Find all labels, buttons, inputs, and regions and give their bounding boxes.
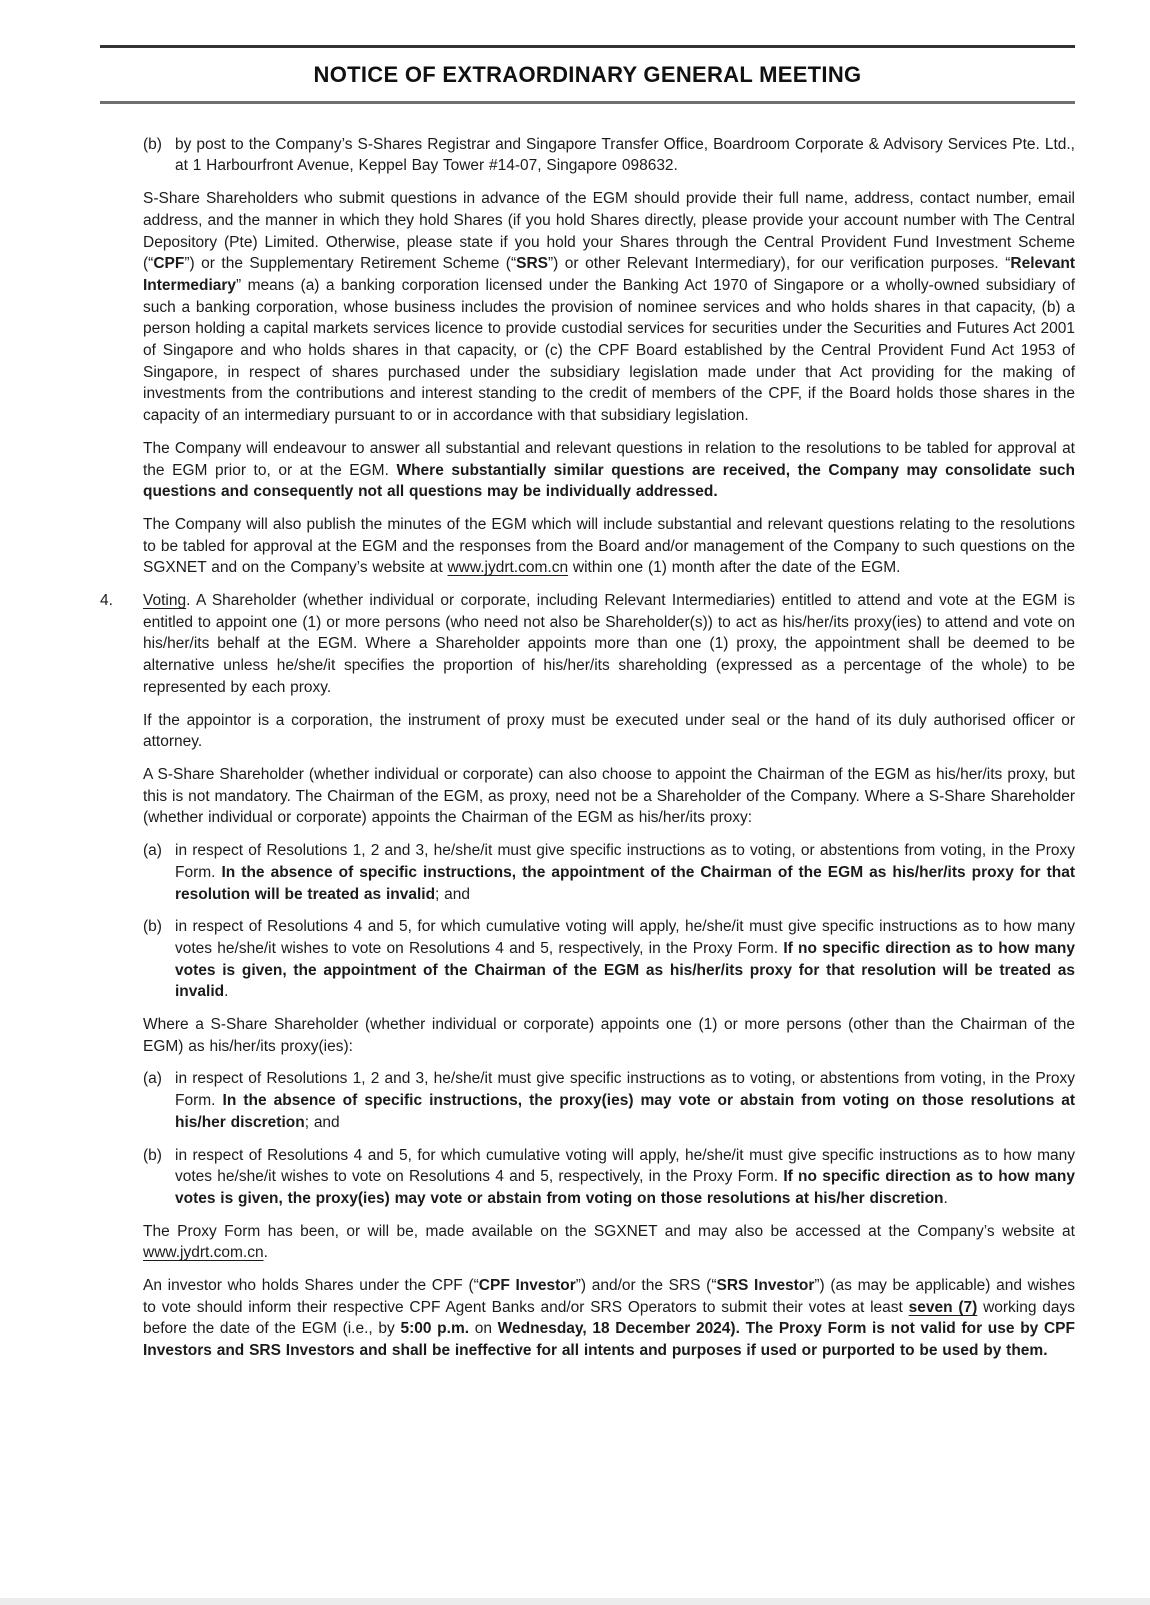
website-link[interactable]: www.jydrt.com.cn — [143, 1244, 264, 1262]
text-segment: in respect of Resolutions 4 and 5, for which cumulative voting will apply, he/she/it must give specific instructions as to how many votes he/she/it wishes to vote on Resolutions 4 and 5, respectively, in the Proxy Form. — [175, 1146, 1075, 1186]
text-segment: ”) or the Supplementary Retirement Scheme (“ — [184, 255, 517, 273]
lettered-item — [143, 1068, 1075, 1133]
paragraph-text — [143, 514, 1075, 579]
text-segment: within one (1) month after the date of the EGM. — [568, 559, 901, 577]
paragraph-text — [143, 764, 1075, 829]
header-rule-bottom — [100, 101, 1075, 104]
paragraph — [143, 764, 1075, 829]
lettered-item — [143, 1145, 1075, 1210]
text-segment: S-Share Shareholders who submit questions in advance of the EGM should provide their full name, address, contact number, email address, and the manner in which they hold Shares (if you hold Shares directly, please provide your account number with The Central Depository (Pte) Limited. Otherwise, please state if you hold your Shares through the Central Provident Fund Investment Scheme (“ — [143, 190, 1075, 273]
paragraph — [143, 514, 1075, 579]
text-segment: in respect of Resolutions 1, 2 and 3, he/she/it must give specific instructions as to voting, or abstentions from voting, in the Proxy Form. — [175, 1070, 1075, 1110]
paragraph — [143, 1014, 1075, 1057]
text-segment: . — [943, 1189, 948, 1207]
scan-edge-strip — [0, 1598, 1150, 1605]
text-segment: ”) (as may be applicable) and wishes to vote should inform their respective CPF Agent Banks and/or SRS Operators to submit their votes at least — [143, 1277, 1076, 1316]
paragraph — [143, 1221, 1075, 1264]
paragraph-text — [143, 1221, 1075, 1264]
text-segment: The Company will also publish the minutes of the EGM which will include substantial and relevant questions relating to the resolutions to be tabled for approval at the EGM and the responses from the Board and/or management of the Company to such questions on the SGXNET and on the Company’s website at — [143, 515, 1075, 577]
text-segment: SRS — [516, 255, 548, 273]
list-marker: (a) — [143, 842, 162, 860]
text-segment: An investor who holds Shares under the CPF (“ — [143, 1277, 479, 1295]
text-segment: A S-Share Shareholder (whether individual or corporate) can also choose to appoint the Chairman of the EGM as his/her/its proxy, but this is not mandatory. The Chairman of the EGM, as proxy, need not be a Shareholder of the Company. Where a S-Share Shareholder (whether individual or corporate) appoints the Chairman of the EGM as his/her/its proxy: — [143, 765, 1075, 827]
text-segment: . — [224, 983, 229, 1001]
lettered-item — [143, 134, 1075, 177]
lettered-item — [143, 916, 1075, 1003]
paragraph-text — [175, 916, 1075, 1003]
text-segment: 5:00 p.m. — [400, 1320, 470, 1338]
list-marker: (b) — [143, 1146, 162, 1164]
list-marker: (a) — [143, 1070, 162, 1088]
paragraph-text — [143, 1014, 1075, 1057]
paragraph-text — [143, 590, 1075, 699]
text-segment: ”) and/or the SRS (“ — [575, 1277, 717, 1295]
text-segment: Voting — [143, 592, 187, 610]
list-marker: 4. — [100, 592, 113, 610]
text-segment: by post to the Company’s S-Shares Registrar and Singapore Transfer Office, Boardroom Corporate & Advisory Services Pte. Ltd., at 1 Harbourfront Avenue, Keppel Bay Tower #14-07, Singapore 098632. — [175, 135, 1075, 175]
paragraph-text — [175, 1068, 1075, 1133]
paragraph-text — [143, 188, 1075, 427]
text-segment: ”) or other Relevant Intermediary), for our verification purposes. “ — [548, 255, 1011, 273]
text-segment: . A Shareholder (whether individual or corporate, including Relevant Intermediaries) entitled to attend and vote at the EGM is entitled to appoint one (1) or more persons (who need not also be Shareholder(s)) to act as his/her/its proxy(ies) to attend and vote on his/her/its behalf at the EGM. Where a Shareholder appoints more than one (1) proxy, the appointment shall be deemed to be alternative unless he/she/it specifies the proportion of his/her/its shareholding (expressed as a percentage of the whole) to be represented by each proxy. — [143, 592, 1075, 696]
text-segment: If the appointor is a corporation, the instrument of proxy must be executed under seal or the hand of its duly authorised officer or attorney. — [143, 711, 1075, 751]
text-segment: . — [263, 1244, 268, 1262]
text-segment: in respect of Resolutions 4 and 5, for which cumulative voting will apply, he/she/it must give specific instructions as to how many votes he/she/it wishes to vote on Resolutions 4 and 5, respectively, in the Proxy Form. — [175, 918, 1075, 957]
text-segment: In the absence of specific instructions, the appointment of the Chairman of the EGM as his/her/its proxy for that resolution will be treated as invalid — [175, 863, 1075, 903]
paragraph-text — [175, 840, 1075, 905]
paragraph — [143, 438, 1075, 503]
text-segment: If no specific direction as to how many votes is given, the proxy(ies) may vote or abstain from voting on those resolutions at his/her discretion — [175, 1168, 1076, 1207]
text-segment: In the absence of specific instructions, the proxy(ies) may vote or abstain from voting on those resolutions at his/her discretion — [175, 1092, 1076, 1131]
numbered-item — [100, 590, 1075, 699]
text-segment: ; and — [304, 1113, 340, 1131]
page-header — [100, 45, 1075, 104]
paragraph-text — [175, 1145, 1075, 1210]
list-marker: (b) — [143, 918, 162, 936]
text-segment: If no specific direction as to how many votes is given, the appointment of the Chairman of the EGM as his/her/its proxy for that resolution will be treated as invalid — [175, 939, 1076, 1001]
text-segment: The Company will endeavour to answer all substantial and relevant questions in relation to the resolutions to be tabled for approval at the EGM prior to, or at the EGM. — [143, 439, 1075, 479]
paragraph — [143, 710, 1075, 753]
text-segment: Wednesday, 18 December 2024). The Proxy Form is not valid for use by CPF Investors and SRS Investors and shall be ineffective for all intents and purposes if used or purported to be used by them. — [143, 1320, 1075, 1360]
text-segment: SRS Investor — [716, 1277, 815, 1295]
text-segment: CPF Investor — [478, 1277, 576, 1295]
text-segment: ; and — [435, 885, 471, 903]
text-segment: in respect of Resolutions 1, 2 and 3, he/she/it must give specific instructions as to voting, or abstentions from voting, in the Proxy Form. — [175, 842, 1075, 881]
paragraph-text — [143, 1275, 1075, 1362]
lettered-item — [143, 840, 1075, 905]
document-body — [100, 134, 1075, 1362]
text-segment: Where a S-Share Shareholder (whether individual or corporate) appoints one (1) or more persons (other than the Chairman of the EGM) as his/her/its proxy(ies): — [143, 1016, 1075, 1055]
text-segment: Where substantially similar questions are received, the Company may consolidate such questions and consequently not all questions may be individually addressed. — [143, 461, 1075, 501]
text-segment: The Proxy Form has been, or will be, made available on the SGXNET and may also be accessed at the Company’s website at — [143, 1222, 1075, 1240]
document-page — [0, 45, 1150, 1362]
website-link[interactable]: www.jydrt.com.cn — [447, 559, 569, 577]
text-segment: ” means (a) a banking corporation licensed under the Banking Act 1970 of Singapore or a wholly-owned subsidiary of such a banking corporation, whose business includes the provision of nominee services and who holds shares in that capacity, (b) a person holding a capital markets services licence to provide custodial services for securities under the Securities and Futures Act 2001 of Singapore and who holds shares in that capacity, or (c) the CPF Board established by the Central Provident Fund Act 1953 of Singapore, in respect of shares purchased under the subsidiary legislation made under that Act providing for the making of investments from the contributions and interest standing to the credit of members of the CPF, if the Board holds those shares in the capacity of an intermediary pursuant to or in accordance with that subsidiary legislation. — [143, 276, 1075, 425]
paragraph-text — [143, 438, 1075, 503]
text-segment: on — [469, 1320, 498, 1338]
paragraph — [143, 188, 1075, 427]
paragraph-text — [143, 710, 1075, 753]
text-segment: working days before the date of the EGM (i.e., by — [143, 1298, 1075, 1338]
text-segment: CPF — [153, 255, 185, 273]
text-segment: seven (7) — [908, 1298, 978, 1316]
list-marker: (b) — [143, 135, 162, 153]
text-segment: Relevant Intermediary — [143, 255, 1075, 294]
page-title: NOTICE OF EXTRAORDINARY GENERAL MEETING — [313, 61, 862, 87]
paragraph — [143, 1275, 1075, 1362]
paragraph-text — [175, 134, 1075, 177]
